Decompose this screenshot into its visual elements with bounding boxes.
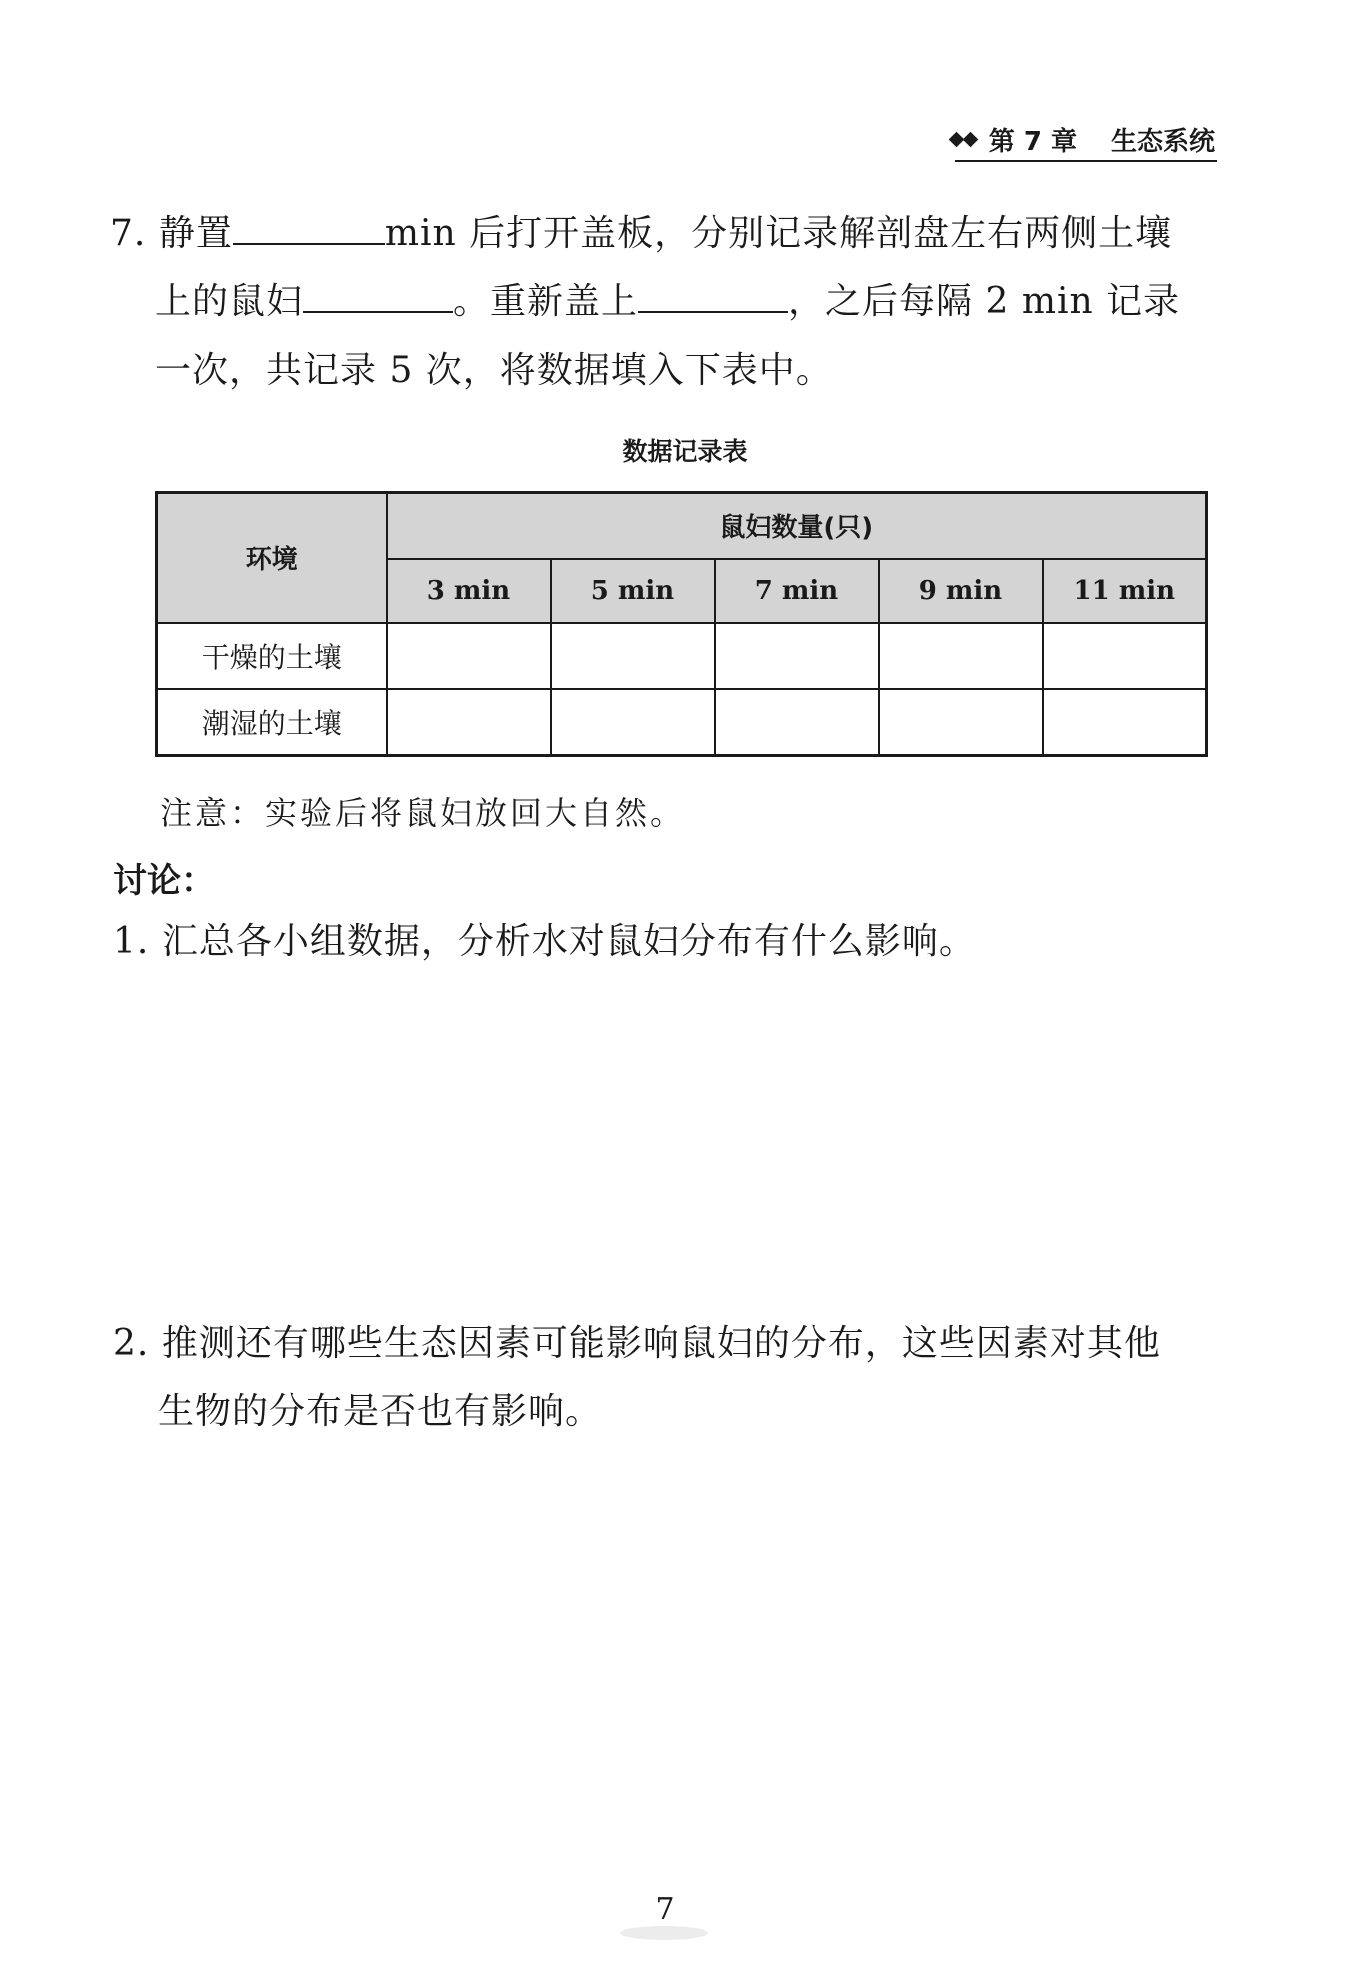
data-cell[interactable] [387,623,551,689]
data-record-table [155,491,1208,757]
data-cell[interactable] [715,623,879,689]
data-cell[interactable] [879,623,1043,689]
data-cell[interactable] [1043,689,1207,755]
data-cell[interactable] [715,689,879,755]
answer-blank-count[interactable] [303,281,453,313]
data-cell[interactable] [879,689,1043,755]
env-header: 环境 [157,493,387,623]
diamond-bullet-icon [951,134,979,145]
table-row [157,623,1207,689]
answer-blank-cover[interactable] [638,281,788,313]
row-label-dry-soil: 干燥的土壤 [157,623,387,689]
item7-line2 [155,280,1180,324]
question-1 [113,920,976,964]
item7-text: ，之后每隔 2 min 记录 [788,281,1181,322]
table-row [157,689,1207,755]
item7-text: min 后打开盖板，分别记录解剖盘左右两侧土壤 [384,213,1173,254]
question-2-line2: 生物的分布是否也有影响。 [158,1391,603,1432]
chapter-header [930,118,1215,160]
item7-number: 7. [110,213,147,254]
item7-text: 上的鼠妇 [155,281,304,322]
table-title: 数据记录表 [622,437,748,466]
header-rule [955,160,1217,162]
safety-note: 注意：实验后将鼠妇放回大自然。 [160,794,686,832]
question-number: 2. [113,1323,150,1364]
page-number-ornament [620,1926,708,1940]
question-text: 推测还有哪些生态因素可能影响鼠妇的分布，这些因素对其他 [161,1323,1161,1364]
count-header: 鼠妇数量(只) [387,493,1207,559]
time-column-header: 11 min [1043,559,1207,623]
time-column-header: 9 min [879,559,1043,623]
discussion-heading: 讨论： [113,861,215,901]
time-column-header: 3 min [387,559,551,623]
section-label: 生态系统 [1110,126,1215,157]
question-number: 1. [113,921,150,962]
chapter-label: 第 7 章 [988,126,1077,157]
data-cell[interactable] [551,623,715,689]
item7-line3: 一次，共记录 5 次，将数据填入下表中。 [155,350,833,391]
data-cell[interactable] [387,689,551,755]
row-label-wet-soil: 潮湿的土壤 [157,689,387,755]
item7-text: 静置 [158,213,233,254]
item7-line1 [110,212,1172,256]
answer-blank-time[interactable] [233,213,385,245]
data-cell[interactable] [1043,623,1207,689]
time-column-header: 5 min [551,559,715,623]
question-text: 汇总各小组数据，分析水对鼠妇分布有什么影响。 [161,921,976,962]
item7-text: 。重新盖上 [453,281,639,322]
question-2-line1 [113,1322,1161,1366]
time-column-header: 7 min [715,559,879,623]
data-cell[interactable] [551,689,715,755]
page-number: 7 [655,1892,675,1927]
